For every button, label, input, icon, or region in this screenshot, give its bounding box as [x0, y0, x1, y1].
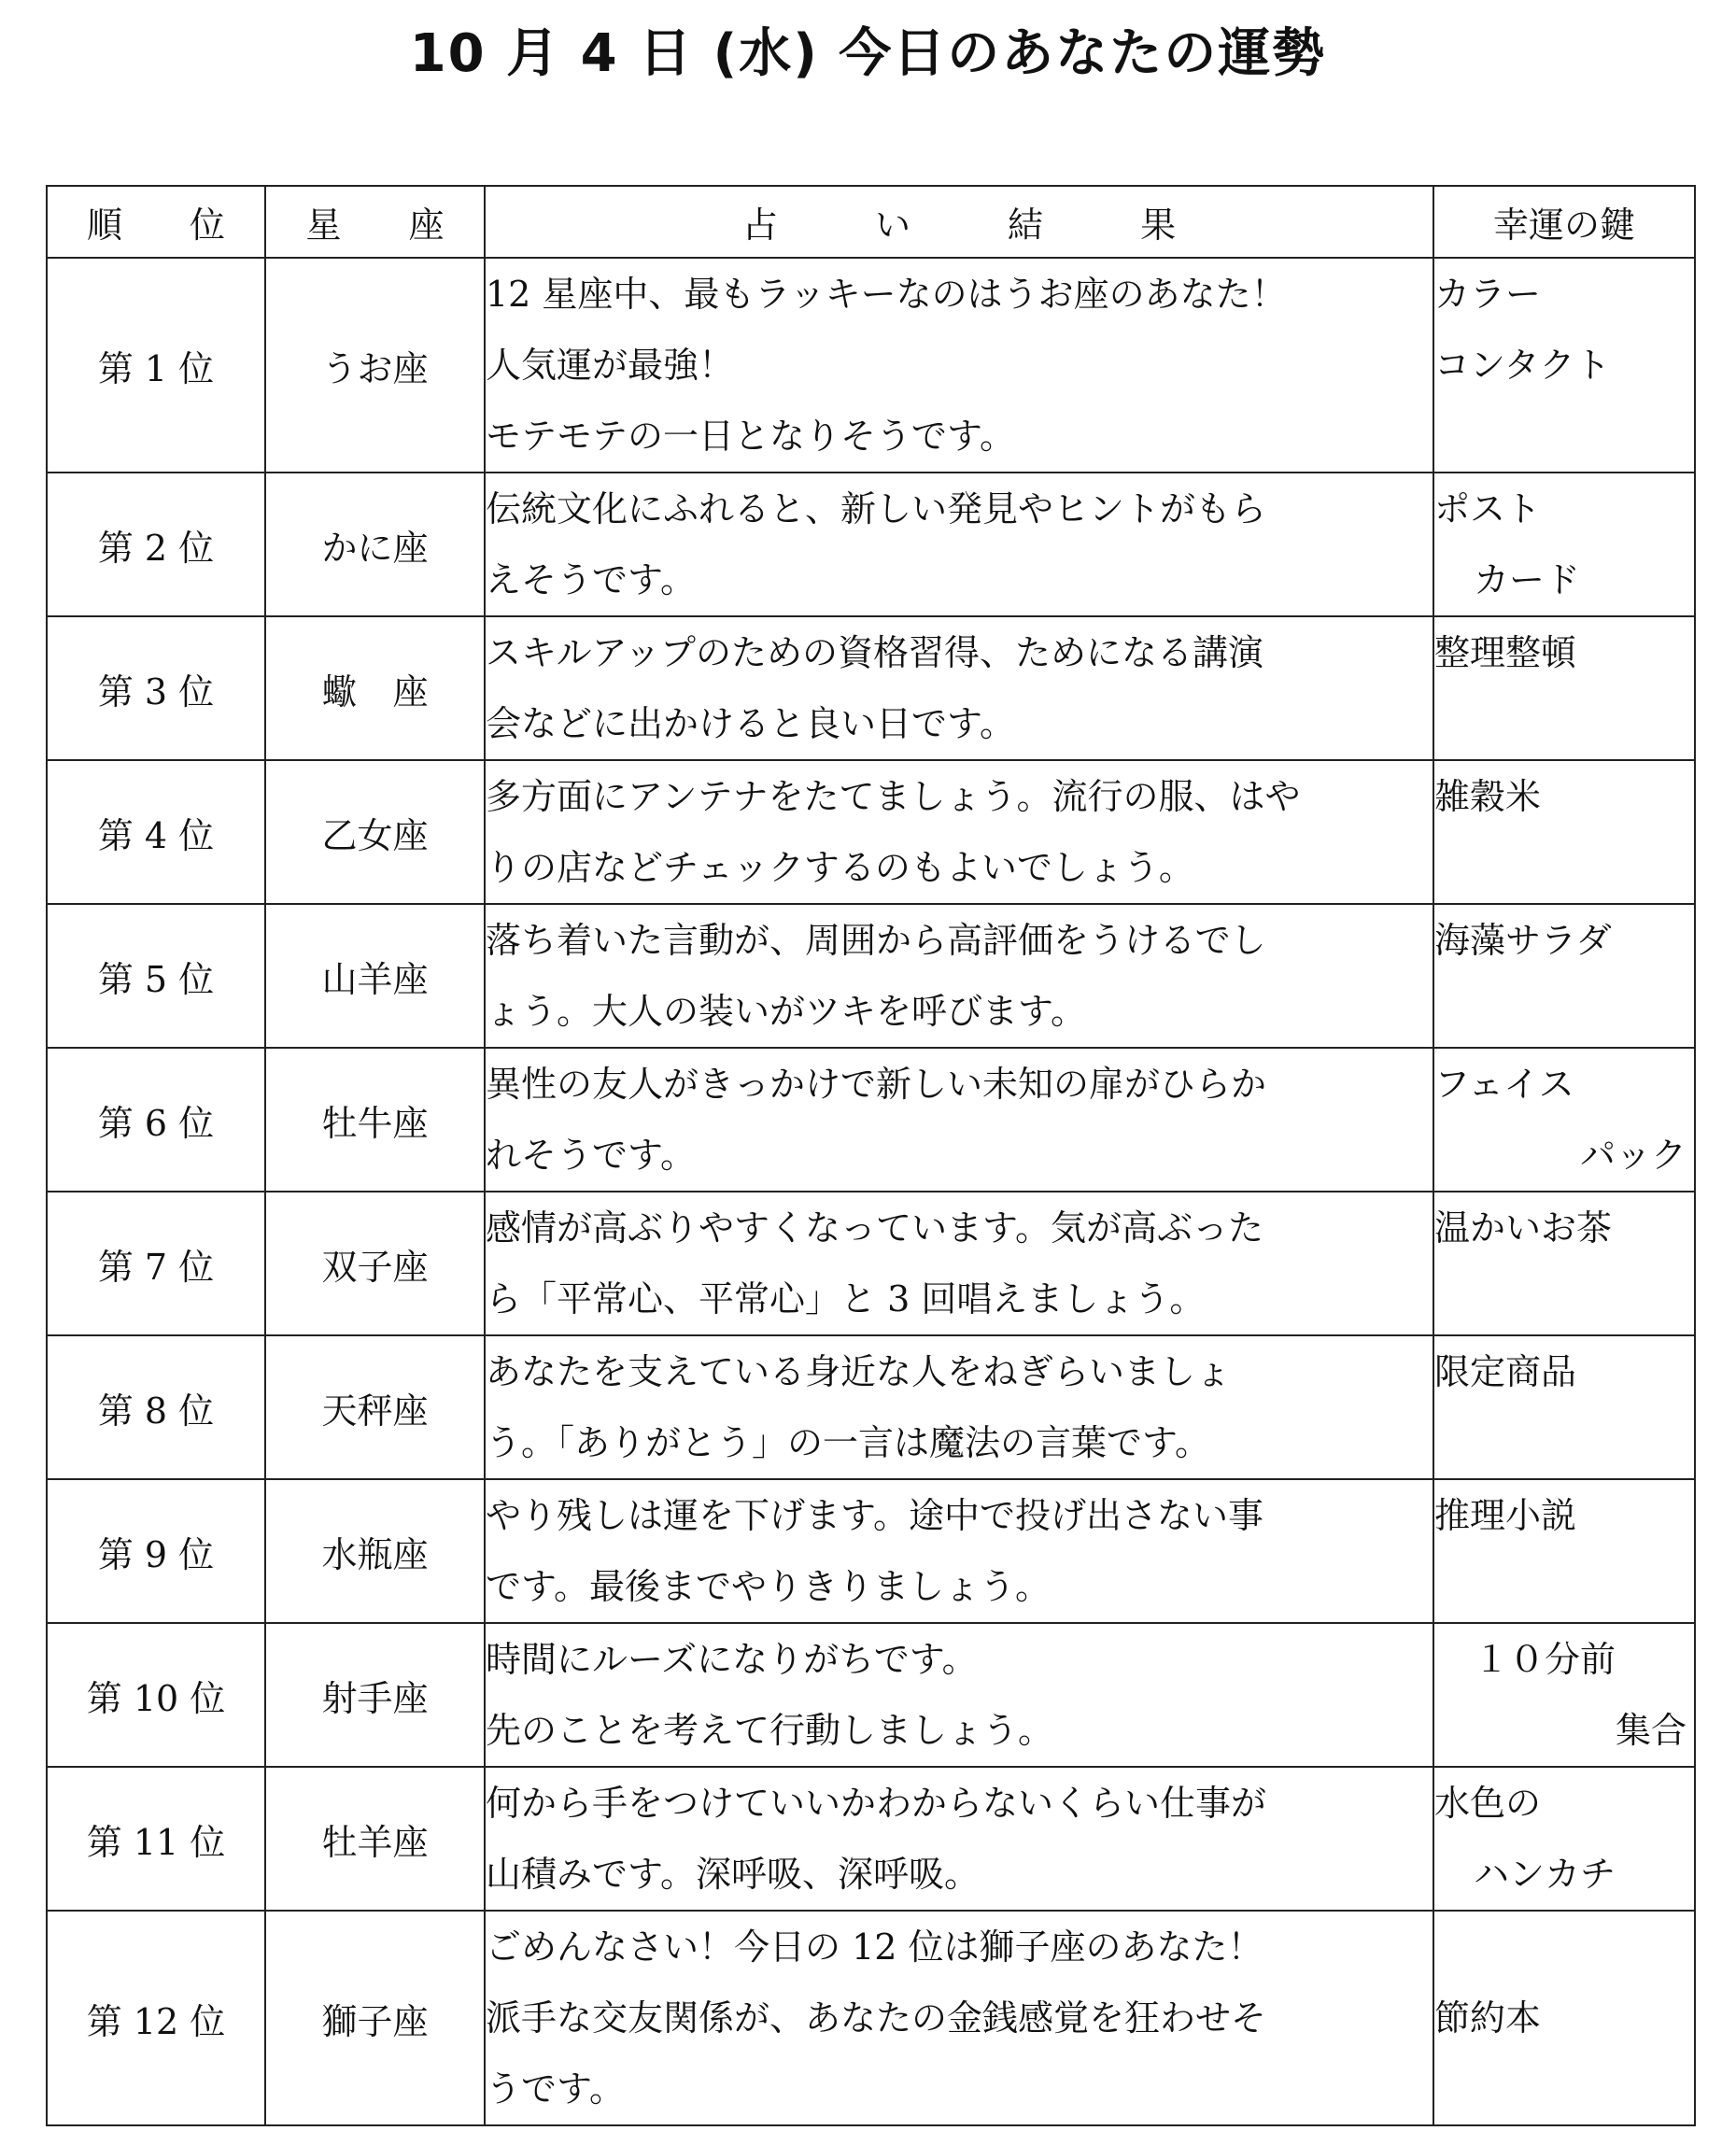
lucky-key-cell — [1433, 1911, 1695, 2125]
lucky-key-cell — [1433, 1479, 1695, 1623]
lucky-key-cell — [1433, 1623, 1695, 1767]
zodiac-sign-cell: 蠍 座 — [265, 616, 485, 760]
table-body — [47, 258, 1695, 2125]
zodiac-sign-cell: 牡牛座 — [265, 1048, 485, 1192]
lucky-key-line: コンタクト — [1434, 345, 1611, 386]
lucky-key-cell — [1433, 258, 1695, 473]
rank-cell: 第 11 位 — [47, 1767, 265, 1911]
table-row — [47, 616, 1695, 760]
lucky-key-line: パック — [1579, 1135, 1687, 1176]
lucky-key-line: 海藻サラダ — [1434, 920, 1612, 961]
table-row — [47, 258, 1695, 473]
lucky-key-cell — [1433, 760, 1695, 904]
zodiac-sign-cell: 天秤座 — [265, 1335, 485, 1479]
lucky-key-cell — [1433, 616, 1695, 760]
rank-cell: 第 6 位 — [47, 1048, 265, 1192]
lucky-key-line: 集合 — [1615, 1710, 1687, 1751]
fortune-result-cell: 時間にルーズになりがちです。 先のことを考えて行動しましょう。 — [485, 1623, 1433, 1767]
rank-cell: 第 1 位 — [47, 258, 265, 473]
lucky-key-line: 雑穀米 — [1434, 776, 1542, 817]
lucky-key-line: カラー — [1434, 274, 1542, 315]
rank-cell: 第 8 位 — [47, 1335, 265, 1479]
fortune-result-cell: あなたを支えている身近な人をねぎらいましょ う。「ありがとう」の一言は魔法の言葉です。 — [485, 1335, 1433, 1479]
fortune-result-cell: ごめんなさい！今日の 12 位は獅子座のあなた！ 派手な交友関係が、あなたの金銭感覚を狂わせそ うです。 — [485, 1911, 1433, 2125]
header-sign: 星 座 — [265, 186, 485, 258]
table-row — [47, 760, 1695, 904]
lucky-key-line: 水色の — [1434, 1783, 1542, 1824]
lucky-key-line: フェイス — [1434, 1064, 1574, 1105]
lucky-key-line: 温かいお茶 — [1434, 1207, 1613, 1249]
header-lucky-key: 幸運の鍵 — [1433, 186, 1695, 258]
fortune-result-cell: 多方面にアンテナをたてましょう。流行の服、はや りの店などチェックするのもよいでしょう。 — [485, 760, 1433, 904]
rank-cell: 第 9 位 — [47, 1479, 265, 1623]
lucky-key-line: カード — [1474, 559, 1581, 600]
table-row — [47, 1048, 1695, 1192]
lucky-key-cell — [1433, 473, 1695, 616]
lucky-key-line: 節約本 — [1434, 1997, 1542, 2039]
table-row — [47, 904, 1695, 1048]
fortune-result-cell: やり残しは運を下げます。途中で投げ出さない事 です。最後までやりきりましょう。 — [485, 1479, 1433, 1623]
lucky-key-cell — [1433, 904, 1695, 1048]
zodiac-sign-cell: 双子座 — [265, 1192, 485, 1335]
table-row — [47, 1479, 1695, 1623]
rank-cell: 第 4 位 — [47, 760, 265, 904]
lucky-key-cell — [1433, 1767, 1695, 1911]
zodiac-sign-cell: かに座 — [265, 473, 485, 616]
zodiac-sign-cell: 獅子座 — [265, 1911, 485, 2125]
zodiac-sign-cell: 水瓶座 — [265, 1479, 485, 1623]
fortune-result-cell: 異性の友人がきっかけで新しい未知の扉がひらか れそうです。 — [485, 1048, 1433, 1192]
zodiac-sign-cell: 山羊座 — [265, 904, 485, 1048]
lucky-key-cell — [1433, 1048, 1695, 1192]
lucky-key-line: ポスト — [1434, 488, 1542, 529]
table-row — [47, 1192, 1695, 1335]
header-result: 占 い 結 果 — [485, 186, 1433, 258]
fortune-result-cell: 落ち着いた言動が、周囲から高評価をうけるでし ょう。大人の装いがツキを呼びます。 — [485, 904, 1433, 1048]
fortune-ranking-table — [46, 185, 1696, 2126]
zodiac-sign-cell: 乙女座 — [265, 760, 485, 904]
fortune-result-cell: 感情が高ぶりやすくなっています。気が高ぶった ら「平常心、平常心」と 3 回唱えましょう。 — [485, 1192, 1433, 1335]
lucky-key-cell — [1433, 1192, 1695, 1335]
lucky-key-line: 限定商品 — [1434, 1351, 1577, 1392]
table-row — [47, 1623, 1695, 1767]
lucky-key-line: １０分前 — [1474, 1639, 1616, 1680]
header-rank: 順 位 — [47, 186, 265, 258]
table-header-row — [47, 186, 1695, 258]
table-row — [47, 1911, 1695, 2125]
lucky-key-line: 推理小説 — [1434, 1495, 1577, 1536]
fortune-result-cell: 伝統文化にふれると、新しい発見やヒントがもら えそうです。 — [485, 473, 1433, 616]
fortune-result-cell: 12 星座中、最もラッキーなのはうお座のあなた！ 人気運が最強！ モテモテの一日となりそうです。 — [485, 258, 1433, 473]
page-title: 10 月 4 日 (水) 今日のあなたの運勢 — [409, 23, 1327, 84]
zodiac-sign-cell: うお座 — [265, 258, 485, 473]
fortune-result-cell: 何から手をつけていいかわからないくらい仕事が 山積みです。深呼吸、深呼吸。 — [485, 1767, 1433, 1911]
table-row — [47, 1335, 1695, 1479]
zodiac-sign-cell: 射手座 — [265, 1623, 485, 1767]
zodiac-sign-cell: 牡羊座 — [265, 1767, 485, 1911]
rank-cell: 第 2 位 — [47, 473, 265, 616]
table-row — [47, 1767, 1695, 1911]
rank-cell: 第 12 位 — [47, 1911, 265, 2125]
lucky-key-line: 整理整頓 — [1434, 632, 1577, 673]
rank-cell: 第 10 位 — [47, 1623, 265, 1767]
rank-cell: 第 7 位 — [47, 1192, 265, 1335]
rank-cell: 第 5 位 — [47, 904, 265, 1048]
rank-cell: 第 3 位 — [47, 616, 265, 760]
lucky-key-cell — [1433, 1335, 1695, 1479]
table-row — [47, 473, 1695, 616]
lucky-key-line: ハンカチ — [1474, 1854, 1616, 1895]
fortune-result-cell: スキルアップのための資格習得、ためになる講演 会などに出かけると良い日です。 — [485, 616, 1433, 760]
